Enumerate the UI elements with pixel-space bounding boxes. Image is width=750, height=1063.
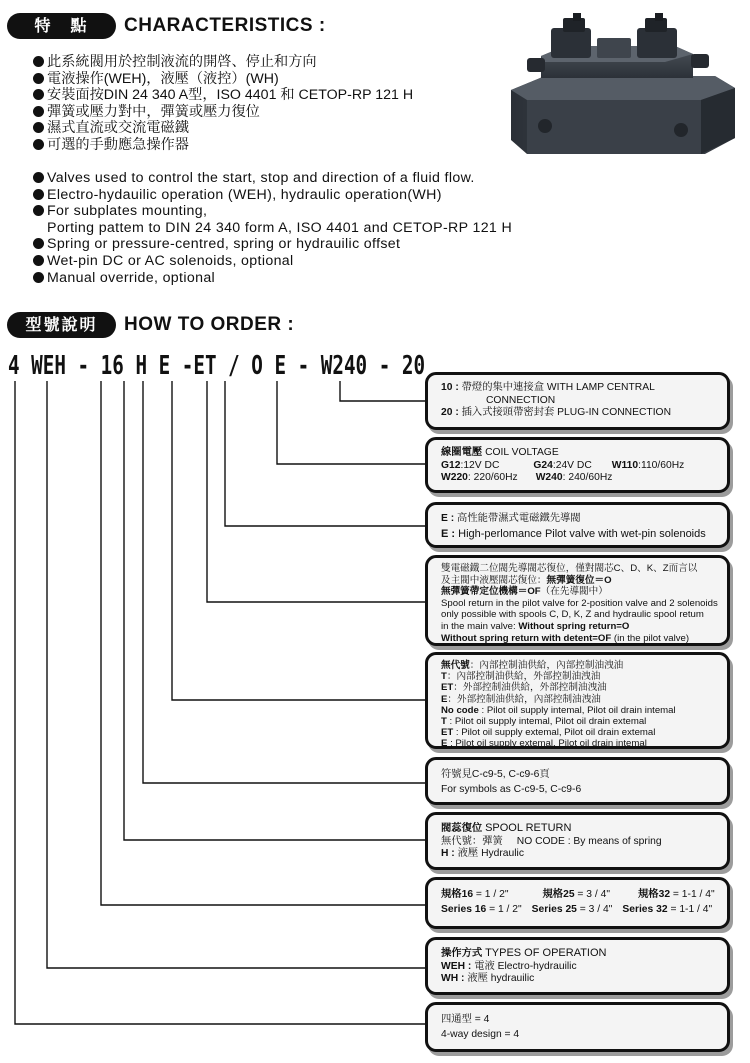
list-item: 可選的手動應急操作器 xyxy=(33,137,413,154)
list-item: Valves used to control the start, stop and direction of a fluid flow. xyxy=(33,170,512,187)
code-o: O xyxy=(251,351,263,381)
list-item: 安裝面按DIN 24 340 A型，ISO 4401 和 CETOP-RP 121 H xyxy=(33,87,413,104)
leader-line-h xyxy=(124,381,425,840)
code-e: E xyxy=(158,351,171,381)
leader-line-16 xyxy=(101,381,425,905)
code-16: 16 xyxy=(100,351,124,381)
leader-line-e-symbols xyxy=(143,381,425,783)
how-to-order-badge: 型號說明 xyxy=(7,312,116,338)
list-item: 彈簧或壓力對中，彈簧或壓力復位 xyxy=(33,104,413,121)
leader-line-o xyxy=(207,381,425,602)
code-dash: - xyxy=(297,351,310,381)
list-item: 電液操作(WEH)，液壓（液控）(WH) xyxy=(33,71,413,88)
code-weh: WEH xyxy=(31,351,66,381)
code-et: -ET xyxy=(181,351,217,381)
list-item: For subplates mounting, xyxy=(33,203,512,220)
code-dash: - xyxy=(378,351,391,381)
list-item: 濕式直流或交流電磁鐵 xyxy=(33,120,413,137)
box-symbols: 符號見C-c9-5, C-c9-6頁 For symbols as C-c9-5, C-c9-6 xyxy=(425,757,730,805)
leader-line-e xyxy=(225,381,425,526)
leader-line-20 xyxy=(340,381,425,401)
box-spool-return: 閥蕊復位 SPOOL RETURN 無代號：彈簧 NO CODE : By means of spring H : 液壓 Hydraulic xyxy=(425,812,730,870)
box-pilot-spool-return: 雙電磁鐵二位閥先導閥芯復位，僅對閥芯C、D、K、Z而言以 及主閥中液壓閥芯復位：無彈簧復位＝O 無彈簧帶定位機構＝OF（在先導閥中） Spool return in the pilot valve for 2-position valve and 2 solenoids only possible with spools C, D, K, Z and hydraulic spool retum in the main valve: Without spring return=O Without spring return with detent=OF (in the pilot valve) xyxy=(425,555,730,646)
code-dash: - xyxy=(77,351,90,381)
box-operation: 操作方式 TYPES OF OPERATION WEH : 電液 Electro-hydrauilic WH : 液壓 hydrauilic xyxy=(425,937,730,995)
leader-line-et xyxy=(172,381,425,700)
list-item: Manual override, optional xyxy=(33,270,512,287)
box-pilot-oil: 無代號：內部控制油供給，內部控制油洩油 T：內部控制油供給，外部控制油洩油 ET：外部控制油供給，外部控制油洩油 E：外部控制油供給，內部控制油洩油 No code : Pilot oil supply intemal, Pilot oil drain intemal T : Pilot oil supply intemal, Pilot oil drain extemal ET : Pilot oil supply extemal, Pilot oil drain extemal E : Pilot oil supply extemal, Pilot oil drain intemal xyxy=(425,652,730,749)
leader-line-weh xyxy=(47,381,425,968)
how-to-order-title: HOW TO ORDER : xyxy=(124,314,295,335)
code-h: H xyxy=(135,351,148,381)
box-pilot-valve: E : 高性能帶濕式電磁鐵先導閥 E : High-perlomance Pilot valve with wet-pin solenoids xyxy=(425,502,730,548)
box-coil-voltage: 線圈電壓 COIL VOLTAGE G12:12V DC G24:24V DC W110:110/60Hz W220: 220/60Hz W240: 240/60Hz xyxy=(425,437,730,493)
box-ways: 四通型 = 4 4-way design = 4 xyxy=(425,1002,730,1052)
box-size: 規格16 = 1 / 2" 規格25 = 3 / 4" 規格32 = 1-1 / 4" Series 16 = 1 / 2" Series 25 = 3 / 4" Series 32 = 1-1 / 4" xyxy=(425,877,730,929)
code-20: 20 xyxy=(401,351,426,381)
code-w240: W240 xyxy=(320,351,368,381)
list-item: Wet-pin DC or AC solenoids, optional xyxy=(33,253,512,270)
characteristics-title: CHARACTERISTICS : xyxy=(124,15,326,36)
characteristics-badge: 特 點 xyxy=(7,13,116,39)
code-e2: E xyxy=(274,351,287,381)
leader-line-w240 xyxy=(277,381,425,464)
box-connection: 10 : 帶燈的集中連接盒 WITH LAMP CENTRAL CONNECTION 20 : 插入式接頭帶密封套 PLUG-IN CONNECTION xyxy=(425,372,730,430)
code-4: 4 xyxy=(8,351,20,381)
list-item: Spring or pressure-centred, spring or hydrauilic offset xyxy=(33,236,512,253)
leader-line-4 xyxy=(15,381,425,1024)
list-item: Electro-hydauilic operation (WEH), hydraulic operation(WH) xyxy=(33,187,512,204)
list-item: 此系統閥用於控制液流的開啓、停止和方向 xyxy=(33,54,413,71)
list-item-continuation: Porting pattem to DIN 24 340 form A, ISO 4401 and CETOP-RP 121 H xyxy=(47,219,513,236)
code-slash: / xyxy=(228,351,240,381)
